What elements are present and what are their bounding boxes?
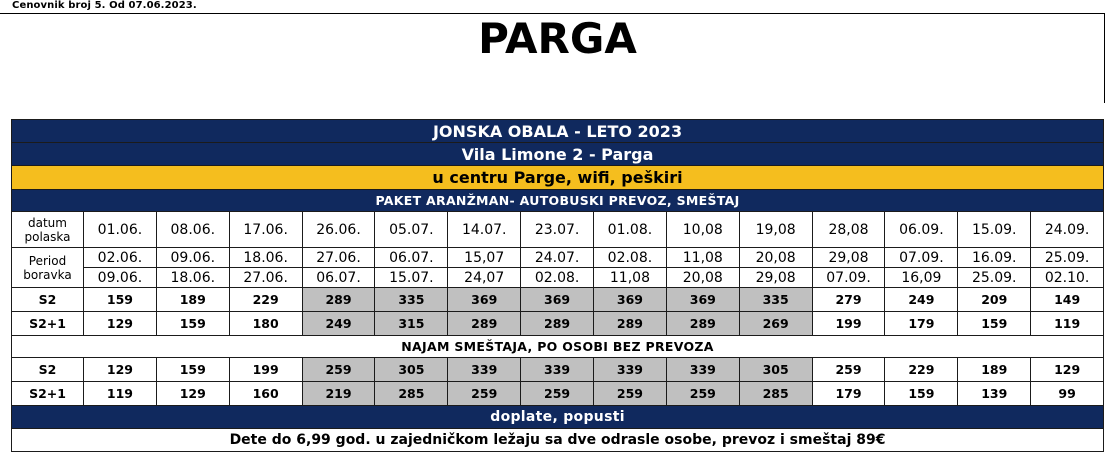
table-cell: 02.08.	[594, 248, 667, 268]
table-cell: 25.09.	[958, 268, 1031, 288]
package-row-s2-1	[12, 312, 1104, 336]
table-cell: 259	[302, 358, 375, 382]
table-cell: 199	[229, 358, 302, 382]
table-cell: 09.06.	[156, 248, 229, 268]
table-cell: 28,08	[812, 212, 885, 248]
table-cell: 24,07	[448, 268, 521, 288]
table-cell: 339	[521, 358, 594, 382]
table-cell: 315	[375, 312, 448, 336]
table-cell: 129	[1031, 358, 1104, 382]
table-cell: 289	[666, 312, 739, 336]
room-type-label: S2+1	[12, 312, 84, 336]
table-cell: 285	[375, 382, 448, 406]
table-cell: 16,09	[885, 268, 958, 288]
page-title: PARGA	[478, 14, 637, 63]
table-cell: 180	[229, 312, 302, 336]
period-label-line2: boravka	[23, 267, 72, 282]
table-cell: 249	[302, 312, 375, 336]
rent-section-title: NAJAM SMEŠTAJA, PO OSOBI BEZ PREVOZA	[12, 336, 1104, 358]
rent-row-s2	[12, 358, 1104, 382]
table-cell: 159	[958, 312, 1031, 336]
table-cell: 20,08	[739, 248, 812, 268]
table-cell: 09.06.	[84, 268, 157, 288]
table-cell: 339	[448, 358, 521, 382]
table-cell: 305	[739, 358, 812, 382]
table-cell: 289	[302, 288, 375, 312]
table-cell: 20,08	[666, 268, 739, 288]
table-cell: 08.06.	[156, 212, 229, 248]
table-cell: 149	[1031, 288, 1104, 312]
table-cell: 29,08	[739, 268, 812, 288]
table-cell: 369	[448, 288, 521, 312]
departure-label-line1: datum	[28, 215, 67, 230]
table-cell: 19,08	[739, 212, 812, 248]
table-cell: 189	[958, 358, 1031, 382]
table-cell: 279	[812, 288, 885, 312]
table-cell: 209	[958, 288, 1031, 312]
table-cell: 02.08.	[521, 268, 594, 288]
table-cell: 189	[156, 288, 229, 312]
table-cell: 229	[229, 288, 302, 312]
table-cell: 335	[375, 288, 448, 312]
table-cell: 15.09.	[958, 212, 1031, 248]
table-cell: 06.07.	[375, 248, 448, 268]
table-cell: 305	[375, 358, 448, 382]
table-cell: 259	[594, 382, 667, 406]
table-cell: 16.09.	[958, 248, 1031, 268]
table-cell: 259	[666, 382, 739, 406]
table-cell: 119	[1031, 312, 1104, 336]
table-cell: 289	[521, 312, 594, 336]
table-cell: 259	[812, 358, 885, 382]
table-cell: 07.09.	[812, 268, 885, 288]
table-cell: 23.07.	[521, 212, 594, 248]
table-cell: 129	[156, 382, 229, 406]
table-cell: 335	[739, 288, 812, 312]
table-cell: 15.07.	[375, 268, 448, 288]
table-cell: 159	[885, 382, 958, 406]
table-cell: 01.08.	[594, 212, 667, 248]
table-cell: 159	[156, 312, 229, 336]
period-label	[12, 248, 84, 288]
table-cell: 369	[666, 288, 739, 312]
table-cell: 259	[521, 382, 594, 406]
table-cell: 249	[885, 288, 958, 312]
table-cell: 24.07.	[521, 248, 594, 268]
table-cell: 18.06.	[229, 248, 302, 268]
departure-label-line2: polaska	[24, 229, 71, 244]
table-cell: 02.10.	[1031, 268, 1104, 288]
table-cell: 26.06.	[302, 212, 375, 248]
child-discount-note: Dete do 6,99 god. u zajedničkom ležaju sa dve odrasle osobe, prevoz i smeštaj 89€	[12, 429, 1104, 452]
table-cell: 02.06.	[84, 248, 157, 268]
table-cell: 259	[448, 382, 521, 406]
table-cell: 269	[739, 312, 812, 336]
table-cell: 06.09.	[885, 212, 958, 248]
table-cell: 24.09.	[1031, 212, 1104, 248]
table-cell: 369	[521, 288, 594, 312]
table-cell: 289	[594, 312, 667, 336]
table-cell: 159	[84, 288, 157, 312]
table-cell: 179	[885, 312, 958, 336]
table-cell: 18.06.	[156, 268, 229, 288]
room-type-label: S2	[12, 288, 84, 312]
table-cell: 119	[84, 382, 157, 406]
table-cell: 17.06.	[229, 212, 302, 248]
table-cell: 07.09.	[885, 248, 958, 268]
table-cell: 29,08	[812, 248, 885, 268]
table-cell: 11,08	[594, 268, 667, 288]
table-cell: 285	[739, 382, 812, 406]
table-cell: 129	[84, 312, 157, 336]
table-cell: 289	[448, 312, 521, 336]
hotel-title: Vila Limone 2 - Parga	[12, 143, 1104, 166]
table-cell: 199	[812, 312, 885, 336]
package-row-s2	[12, 288, 1104, 312]
departure-label	[12, 212, 84, 248]
rent-row-s2-1	[12, 382, 1104, 406]
hotel-features: u centru Parge, wifi, peškiri	[12, 166, 1104, 190]
region-title: JONSKA OBALA - LETO 2023	[12, 120, 1104, 143]
table-cell: 219	[302, 382, 375, 406]
table-cell: 229	[885, 358, 958, 382]
table-cell: 11,08	[666, 248, 739, 268]
period-start-row	[12, 248, 1104, 268]
table-cell: 05.07.	[375, 212, 448, 248]
package-section-title: PAKET ARANŽMAN- AUTOBUSKI PREVOZ, SMEŠTAJ	[12, 190, 1104, 212]
period-label-line1: Period	[28, 253, 67, 268]
table-cell: 179	[812, 382, 885, 406]
table-cell: 06.07.	[302, 268, 375, 288]
table-cell: 369	[594, 288, 667, 312]
table-cell: 160	[229, 382, 302, 406]
table-cell: 14.07.	[448, 212, 521, 248]
room-type-label: S2	[12, 358, 84, 382]
departure-row	[12, 212, 1104, 248]
table-cell: 27.06.	[229, 268, 302, 288]
price-table	[11, 119, 1104, 452]
table-cell: 339	[666, 358, 739, 382]
table-cell: 10,08	[666, 212, 739, 248]
table-cell: 159	[156, 358, 229, 382]
table-cell: 15,07	[448, 248, 521, 268]
room-type-label: S2+1	[12, 382, 84, 406]
price-list-note: Cenovnik broj 5. Od 07.06.2023.	[12, 0, 197, 11]
table-cell: 27.06.	[302, 248, 375, 268]
table-cell: 339	[594, 358, 667, 382]
table-cell: 99	[1031, 382, 1104, 406]
table-cell: 129	[84, 358, 157, 382]
period-end-row	[12, 268, 1104, 288]
table-cell: 25.09.	[1031, 248, 1104, 268]
extras-title: doplate, popusti	[12, 406, 1104, 429]
table-cell: 139	[958, 382, 1031, 406]
table-cell: 01.06.	[84, 212, 157, 248]
